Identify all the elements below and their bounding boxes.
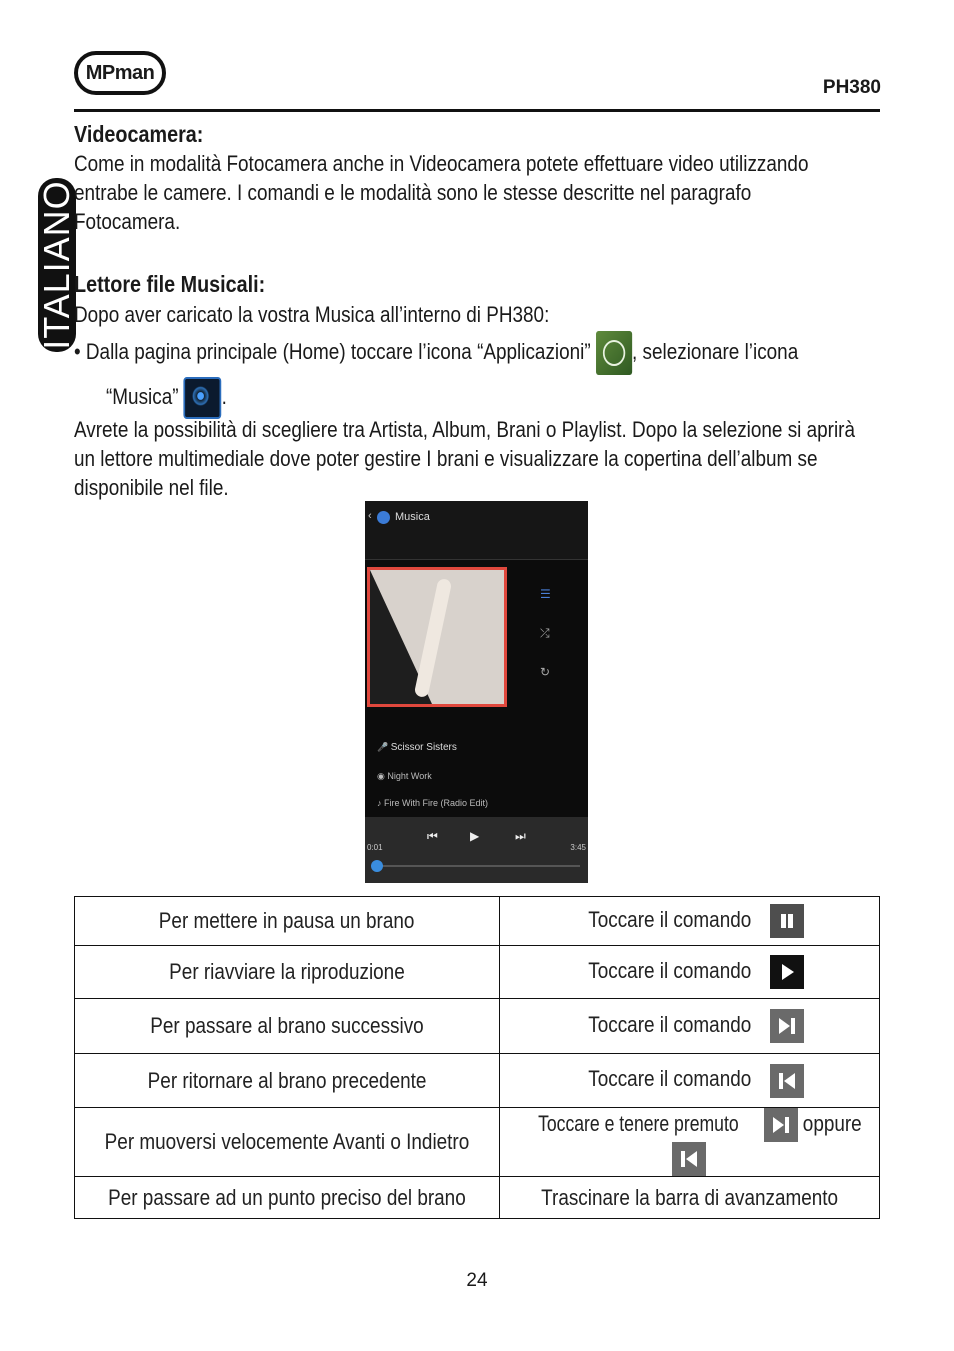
action-seek: Per muoversi velocemente Avanti o Indietro xyxy=(104,1129,470,1154)
time-current: 0:01 xyxy=(367,843,383,852)
video-line-2: entrabe le camere. I comandi e le modalità sono le stesse descritte nel paragrafo xyxy=(74,180,752,205)
progress-handle[interactable] xyxy=(371,860,383,872)
side-tab-label: ITALIANO xyxy=(36,180,77,350)
commands-table xyxy=(74,896,880,1219)
time-total: 3:45 xyxy=(570,843,586,852)
table-row xyxy=(75,1177,880,1219)
how-scrub: Trascinare la barra di avanzamento xyxy=(541,1184,838,1210)
shuffle-icon[interactable]: ⤮ xyxy=(540,626,550,640)
brand-text: MPman xyxy=(85,61,155,84)
video-line-1: Come in modalità Fotocamera anche in Videocamera potete effettuare video utilizzando xyxy=(74,151,809,176)
action-play: Per riavviare la riproduzione xyxy=(169,959,405,984)
bullet-text-c: “Musica” xyxy=(106,383,179,409)
player-title: Musica xyxy=(395,511,430,523)
header-divider xyxy=(74,109,880,112)
music-bullet-cont xyxy=(106,377,914,419)
or-text: oppure xyxy=(802,1110,862,1136)
music-para-3: disponibile nel file. xyxy=(74,475,229,500)
music-player-screenshot xyxy=(365,501,588,883)
action-pause: Per mettere in pausa un brano xyxy=(159,908,415,933)
play-icon[interactable]: ▶ xyxy=(470,829,480,843)
player-header xyxy=(365,501,588,560)
how-next: Toccare il comando xyxy=(587,1011,751,1037)
next-track-icon xyxy=(770,1009,804,1043)
album-name: Night Work xyxy=(387,771,432,781)
video-heading: Videocamera: xyxy=(74,121,204,147)
repeat-icon[interactable]: ↻ xyxy=(540,665,551,679)
album-row: ◉ Night Work xyxy=(377,771,432,781)
track-name: Fire With Fire (Radio Edit) xyxy=(384,798,489,808)
table-row xyxy=(75,1054,880,1108)
action-prev: Per ritornare al brano precedente xyxy=(147,1067,427,1093)
table-row xyxy=(75,1108,880,1177)
music-para-1: Avrete la possibilità di scegliere tra Artista, Album, Brani o Playlist. Dopo la selezione si aprirà xyxy=(74,417,856,442)
music-bullet xyxy=(74,331,882,375)
track-row: ♪ Fire With Fire (Radio Edit) xyxy=(377,798,489,808)
how-seek: Toccare e tenere premuto xyxy=(537,1110,739,1136)
back-icon[interactable]: ‹ xyxy=(368,510,372,522)
video-line-3: Fotocamera. xyxy=(74,209,181,234)
pause-icon xyxy=(770,904,804,938)
language-side-tab xyxy=(38,178,76,352)
progress-track[interactable] xyxy=(375,865,580,867)
artist-name: Scissor Sisters xyxy=(390,742,457,753)
previous-track-icon xyxy=(770,1064,804,1098)
play-icon xyxy=(770,955,804,989)
next-icon[interactable]: ⏭ xyxy=(515,829,526,843)
model-label: PH380 xyxy=(822,77,881,98)
action-scrub: Per passare ad un punto preciso del brano xyxy=(108,1184,466,1210)
album-cover xyxy=(367,567,507,707)
how-pause: Toccare il comando xyxy=(587,906,751,932)
player-controls xyxy=(365,817,588,883)
apps-icon xyxy=(596,331,632,375)
table-row xyxy=(75,946,880,999)
music-intro: Dopo aver caricato la vostra Musica all’interno di PH380: xyxy=(74,302,550,327)
bullet-text-a: • Dalla pagina principale (Home) toccare l’icona “Applicazioni” xyxy=(74,338,591,364)
music-para-2: un lettore multimediale dove poter gestire I brani e visualizzare la copertina dell’album se xyxy=(74,446,818,471)
bullet-text-b: , selezionare l’icona xyxy=(632,338,799,364)
table-row xyxy=(75,897,880,946)
music-app-icon xyxy=(184,377,222,419)
bullet-text-d: . xyxy=(221,383,227,409)
page-number: 24 xyxy=(466,1270,488,1291)
action-next: Per passare al brano successivo xyxy=(150,1013,424,1038)
how-play: Toccare il comando xyxy=(587,957,751,983)
table-row xyxy=(75,999,880,1054)
playlist-icon[interactable]: ☰ xyxy=(540,587,551,601)
how-prev: Toccare il comando xyxy=(587,1066,751,1092)
fast-forward-icon xyxy=(764,1108,798,1142)
rewind-icon xyxy=(672,1142,706,1176)
music-logo-icon xyxy=(377,511,390,524)
artist-row: 🎤 Scissor Sisters xyxy=(377,742,457,753)
previous-icon[interactable]: ⏮ xyxy=(427,829,438,843)
mpman-logo xyxy=(74,51,166,95)
music-heading: Lettore file Musicali: xyxy=(74,271,266,297)
